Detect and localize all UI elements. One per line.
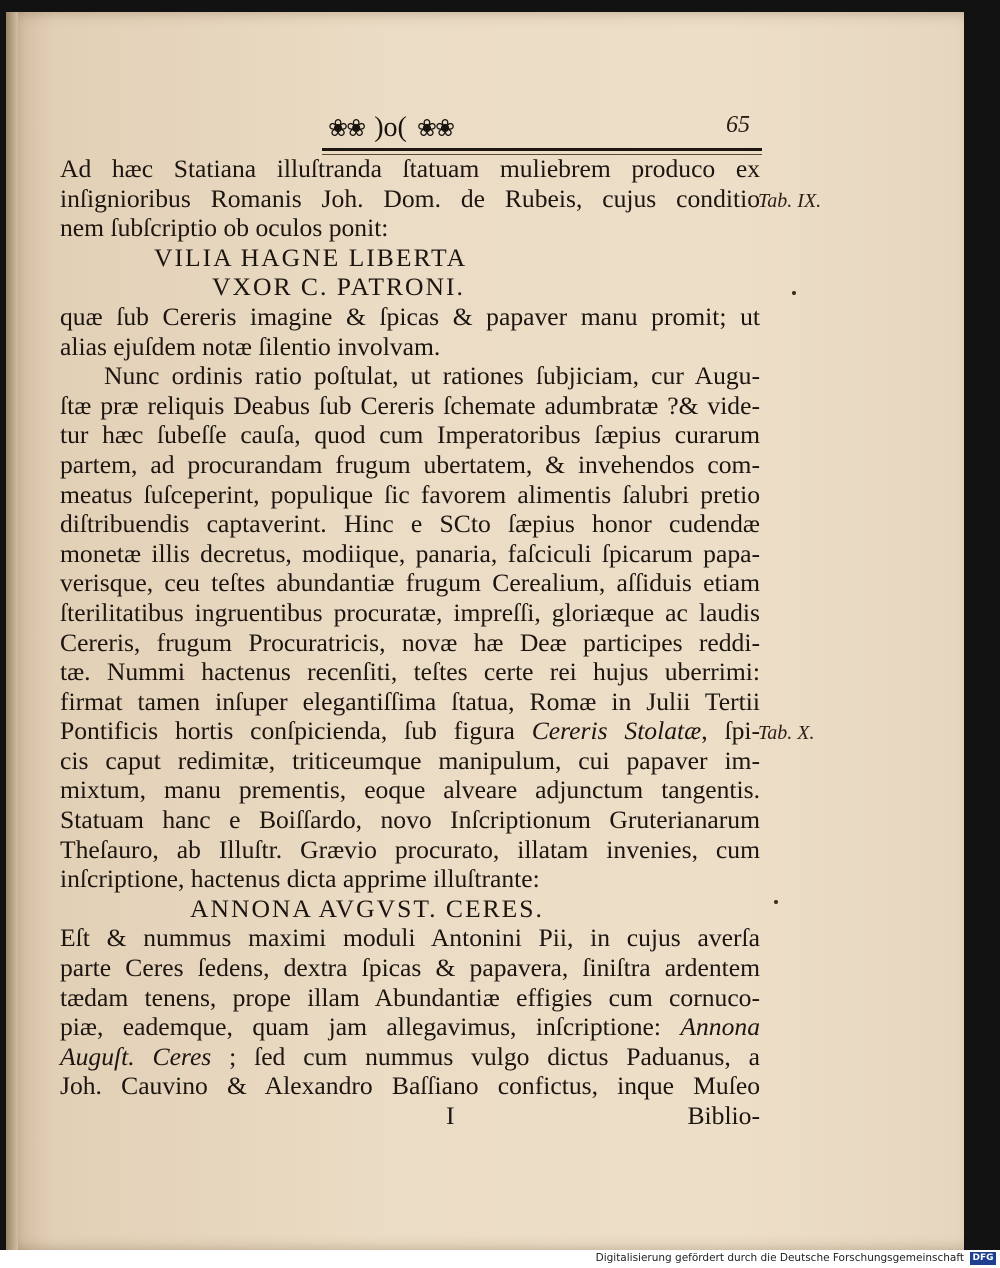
text-line: VILIA HAGNE LIBERTA	[154, 242, 468, 272]
text-line: diſtribuendis captaverint. Hinc e SCto ſæpius honor cudendæ	[60, 509, 760, 539]
text-line: piæ, eademque, quam jam allegavimus, inſcriptione: Annona	[60, 1012, 760, 1042]
text-line: nem ſubſcriptio ob oculos ponit:	[60, 213, 389, 243]
signature-mark: I	[446, 1101, 455, 1130]
text-line: inſcriptione, hactenus dicta apprime illuſtrante:	[60, 864, 540, 894]
text-line: cis caput redimitæ, triticeumque manipulum, cui papaver im-	[60, 745, 760, 775]
text-line: Theſauro, ab Illuſtr. Grævio procurato, illatam invenies, cum	[60, 834, 760, 864]
catchword: Biblio-	[687, 1101, 760, 1130]
text-line: quæ ſub Cereris imagine & ſpicas & papaver manu promit; ut	[60, 301, 760, 331]
ornament-right: ❀❀	[416, 115, 454, 142]
header-center-ornament: )o(	[374, 112, 407, 143]
text-line: firmat tamen inſuper elegantiſſima ſtatua, Romæ in Julii Tertii	[60, 686, 760, 716]
margin-mark	[774, 900, 778, 904]
italic-phrase: Annona	[680, 1012, 760, 1042]
text-line: tur hæc ſubeſſe cauſa, quod cum Imperatoribus ſæpius curarum	[60, 420, 760, 450]
text-line: mixtum, manu prementis, eoque alveare adjunctum tangentis.	[60, 775, 760, 805]
italic-phrase: Auguſt. Ceres	[60, 1041, 212, 1071]
text-line: verisque, ceu teſtes abundantiæ frugum Cerealium, aſſiduis etiam	[60, 568, 760, 598]
text-line: alias ejuſdem notæ ſilentio involvam.	[60, 331, 441, 361]
margin-note: Tab. X.	[758, 722, 815, 745]
text-line: Statuam hanc e Boiſſardo, novo Inſcriptionum Gruterianarum	[60, 805, 760, 835]
text-line: parte Ceres ſedens, dextra ſpicas & papavera, ſiniſtra ardentem	[60, 953, 760, 983]
margin-mark	[792, 291, 796, 295]
header-rule	[322, 148, 762, 151]
running-header	[328, 112, 453, 144]
text-line: ſtæ præ reliquis Deabus ſub Cereris ſchemate adumbratæ ?& vide-	[60, 390, 760, 420]
text-line: ANNONA AVGVST. CERES.	[190, 893, 544, 923]
text-line: Ad hæc Statiana illuſtranda ſtatuam muliebrem produco ex	[60, 154, 760, 183]
footer-credit: Digitalisierung gefördert durch die Deutsche Forschungsgemeinschaft	[595, 1252, 964, 1264]
text-line: tædam tenens, prope illam Abundantiæ effigies cum cornuco-	[60, 982, 760, 1012]
ornament-left: ❀❀	[328, 115, 365, 142]
text-line: Nunc ordinis ratio poſtulat, ut rationes ſubjiciam, cur Augu-	[104, 361, 760, 391]
footer-bar	[0, 1250, 1000, 1268]
text-line: Cereris, frugum Procuratricis, novæ hæ Deæ participes reddi-	[60, 627, 760, 657]
italic-phrase: Cereris Stolatæ	[531, 716, 702, 746]
text-line: inſignioribus Romanis Joh. Dom. de Rubeis, cujus conditio	[60, 183, 760, 213]
text-line: Eſt & nummus maximi moduli Antonini Pii, in cujus averſa	[60, 923, 760, 953]
text-line: Auguſt. Ceres ; ſed cum nummus vulgo dictus Paduanus, a	[60, 1041, 760, 1071]
page-number: 65	[726, 112, 750, 138]
margin-note: Tab. IX.	[758, 189, 822, 212]
body-text	[60, 154, 760, 1131]
text-line: ſterilitatibus ingruentibus procuratæ, impreſſi, gloriæque ac laudis	[60, 597, 760, 627]
text-line: monetæ illis decretus, modiique, panaria, faſciculi ſpicarum papa-	[60, 538, 760, 568]
text-line: tæ. Nummi hactenus recenſiti, teſtes certe rei hujus uberrimi:	[60, 657, 760, 687]
text-line: meatus ſuſceperint, populique ſic favorem alimentis ſalubri pretio	[60, 479, 760, 509]
dfg-logo[interactable]: DFG	[970, 1252, 996, 1265]
book-page	[6, 12, 964, 1250]
text-line: partem, ad procurandam frugum ubertatem, & invehendos com-	[60, 449, 760, 479]
text-line: VXOR C. PATRONI.	[212, 272, 465, 302]
signature-line	[60, 1101, 760, 1131]
page-binding-edge	[6, 12, 18, 1250]
text-line: Pontificis hortis conſpicienda, ſub figura Cereris Stolatæ, ſpi-	[60, 716, 761, 746]
text-line: Joh. Cauvino & Alexandro Baſſiano confictus, inque Muſeo	[60, 1071, 760, 1101]
